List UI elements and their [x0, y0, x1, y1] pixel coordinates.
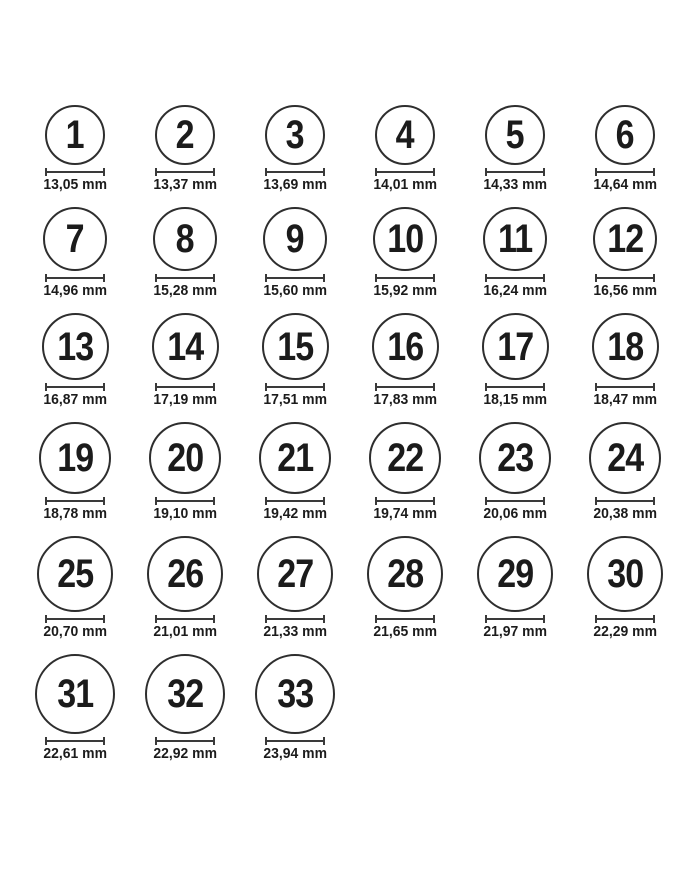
ring-circle [35, 654, 115, 734]
ring-size-item [240, 207, 350, 298]
ring-size-item [130, 105, 240, 192]
ring-circle [373, 207, 437, 271]
ring-diameter-label: 13,69 mm [263, 176, 327, 193]
ring-size-number: 4 [395, 113, 415, 157]
dimension-line-icon [595, 383, 655, 391]
ring-size-number: 1 [65, 113, 85, 157]
ring-circle [259, 422, 331, 494]
ring-diameter-label: 17,51 mm [263, 391, 327, 408]
ring-diameter-label: 16,24 mm [483, 282, 547, 299]
ring-size-item [460, 536, 570, 639]
ring-diameter-label: 22,29 mm [593, 623, 657, 640]
ring-size-number: 13 [56, 324, 94, 369]
ring-circle [145, 654, 225, 734]
ring-size-number: 5 [505, 113, 525, 157]
dimension-line-icon [265, 274, 325, 282]
ring-circle [589, 422, 661, 494]
ring-diameter-label: 21,65 mm [373, 623, 437, 640]
ring-circle [482, 313, 549, 380]
dimension-line-icon [265, 168, 325, 176]
ring-size-item [240, 422, 350, 521]
ring-size-number: 15 [276, 324, 314, 369]
dimension-line-icon [265, 737, 325, 745]
ring-circle [263, 207, 327, 271]
dimension-line-icon [595, 274, 655, 282]
dimension-line-icon [155, 274, 215, 282]
ring-diameter-label: 21,01 mm [153, 623, 217, 640]
ring-diameter-label: 21,33 mm [263, 623, 327, 640]
ring-diameter-label: 20,06 mm [483, 505, 547, 522]
dimension-line-icon [155, 615, 215, 623]
ring-diameter-label: 14,96 mm [43, 282, 107, 299]
dimension-line-icon [375, 168, 435, 176]
ring-size-number: 31 [56, 672, 94, 716]
ring-circle [372, 313, 439, 380]
ring-circle [369, 422, 441, 494]
dimension-line-icon [595, 497, 655, 505]
ring-size-number: 22 [386, 436, 424, 480]
ring-size-item [240, 654, 350, 761]
ring-diameter-label: 22,61 mm [43, 745, 107, 762]
ring-size-item [130, 422, 240, 521]
ring-circle [255, 654, 335, 734]
ring-circle [485, 105, 545, 165]
ring-size-item [460, 105, 570, 192]
dimension-line-icon [375, 497, 435, 505]
dimension-line-icon [375, 274, 435, 282]
ring-size-item [570, 422, 680, 521]
ring-size-item [240, 313, 350, 407]
ring-diameter-label: 15,92 mm [373, 282, 437, 299]
ring-diameter-label: 20,38 mm [593, 505, 657, 522]
ring-circle [42, 313, 109, 380]
dimension-line-icon [155, 168, 215, 176]
ring-circle [265, 105, 325, 165]
ring-size-item [240, 105, 350, 192]
ring-diameter-label: 23,94 mm [263, 745, 327, 762]
ring-diameter-label: 17,19 mm [153, 391, 217, 408]
ring-circle [155, 105, 215, 165]
ring-size-number: 33 [276, 672, 314, 716]
ring-size-number: 3 [285, 113, 305, 157]
ring-diameter-label: 13,37 mm [153, 176, 217, 193]
ring-diameter-label: 19,42 mm [263, 505, 327, 522]
ring-size-item [570, 105, 680, 192]
ring-size-number: 10 [386, 217, 424, 261]
ring-circle [592, 313, 659, 380]
ring-size-number: 17 [496, 324, 534, 369]
ring-size-number: 28 [386, 552, 424, 596]
dimension-line-icon [595, 168, 655, 176]
ring-size-item [570, 536, 680, 639]
ring-size-number: 14 [166, 324, 204, 369]
ring-circle [587, 536, 663, 612]
dimension-line-icon [45, 168, 105, 176]
ring-size-number: 12 [606, 217, 644, 261]
ring-circle [262, 313, 329, 380]
dimension-line-icon [45, 737, 105, 745]
dimension-line-icon [595, 615, 655, 623]
ring-diameter-label: 14,33 mm [483, 176, 547, 193]
dimension-line-icon [485, 274, 545, 282]
dimension-line-icon [485, 168, 545, 176]
dimension-line-icon [45, 274, 105, 282]
ring-circle [477, 536, 553, 612]
ring-diameter-label: 21,97 mm [483, 623, 547, 640]
ring-diameter-label: 15,28 mm [153, 282, 217, 299]
ring-size-item [350, 105, 460, 192]
dimension-line-icon [45, 497, 105, 505]
ring-size-number: 24 [606, 436, 644, 480]
dimension-line-icon [155, 383, 215, 391]
ring-size-number: 18 [606, 324, 644, 369]
ring-size-number: 2 [175, 113, 195, 157]
ring-size-number: 19 [56, 436, 94, 480]
ring-diameter-label: 19,10 mm [153, 505, 217, 522]
ring-size-item [350, 207, 460, 298]
ring-circle [147, 536, 223, 612]
ring-size-number: 9 [285, 217, 305, 261]
dimension-line-icon [45, 383, 105, 391]
ring-size-item [130, 536, 240, 639]
ring-size-number: 11 [497, 217, 533, 261]
ring-size-number: 8 [175, 217, 195, 261]
dimension-line-icon [375, 383, 435, 391]
ring-circle [149, 422, 221, 494]
dimension-line-icon [485, 497, 545, 505]
ring-size-item [460, 313, 570, 407]
ring-diameter-label: 19,74 mm [373, 505, 437, 522]
ring-size-item [350, 536, 460, 639]
ring-size-number: 32 [166, 672, 204, 716]
dimension-line-icon [155, 737, 215, 745]
ring-size-item [130, 654, 240, 761]
ring-size-number: 21 [276, 436, 314, 480]
ring-size-item [350, 422, 460, 521]
ring-diameter-label: 18,47 mm [593, 391, 657, 408]
ring-size-number: 26 [166, 552, 204, 596]
ring-diameter-label: 13,05 mm [43, 176, 107, 193]
ring-size-item [240, 536, 350, 639]
ring-size-item [20, 105, 130, 192]
ring-size-item [460, 422, 570, 521]
ring-size-number: 27 [276, 552, 314, 596]
ring-size-number: 6 [615, 113, 635, 157]
ring-circle [375, 105, 435, 165]
ring-diameter-label: 22,92 mm [153, 745, 217, 762]
ring-diameter-label: 16,87 mm [43, 391, 107, 408]
ring-circle [153, 207, 217, 271]
ring-circle [483, 207, 547, 271]
ring-size-item [130, 313, 240, 407]
ring-circle [43, 207, 107, 271]
ring-size-item [20, 207, 130, 298]
ring-circle [45, 105, 105, 165]
ring-diameter-label: 16,56 mm [593, 282, 657, 299]
ring-size-number: 7 [65, 217, 85, 261]
dimension-line-icon [265, 383, 325, 391]
ring-diameter-label: 18,15 mm [483, 391, 547, 408]
ring-diameter-label: 20,70 mm [43, 623, 107, 640]
ring-diameter-label: 14,01 mm [373, 176, 437, 193]
dimension-line-icon [45, 615, 105, 623]
ring-circle [367, 536, 443, 612]
ring-diameter-label: 14,64 mm [593, 176, 657, 193]
ring-size-item [20, 654, 130, 761]
ring-size-item [20, 422, 130, 521]
ring-circle [479, 422, 551, 494]
ring-size-item [570, 313, 680, 407]
ring-diameter-label: 18,78 mm [43, 505, 107, 522]
dimension-line-icon [155, 497, 215, 505]
dimension-line-icon [375, 615, 435, 623]
ring-size-item [20, 536, 130, 639]
ring-size-item [350, 313, 460, 407]
ring-diameter-label: 15,60 mm [263, 282, 327, 299]
ring-size-number: 25 [56, 552, 94, 596]
ring-circle [152, 313, 219, 380]
ring-circle [593, 207, 657, 271]
ring-size-number: 20 [166, 436, 204, 480]
ring-circle [257, 536, 333, 612]
ring-circle [595, 105, 655, 165]
dimension-line-icon [485, 615, 545, 623]
ring-size-number: 30 [606, 552, 644, 596]
ring-size-item [570, 207, 680, 298]
ring-size-number: 23 [496, 436, 534, 480]
dimension-line-icon [265, 615, 325, 623]
ring-size-item [460, 207, 570, 298]
ring-diameter-label: 17,83 mm [373, 391, 437, 408]
ring-size-item [20, 313, 130, 407]
ring-circle [39, 422, 111, 494]
ring-size-number: 29 [496, 552, 534, 596]
dimension-line-icon [485, 383, 545, 391]
dimension-line-icon [265, 497, 325, 505]
ring-size-number: 16 [386, 324, 424, 369]
ring-size-item [130, 207, 240, 298]
ring-circle [37, 536, 113, 612]
